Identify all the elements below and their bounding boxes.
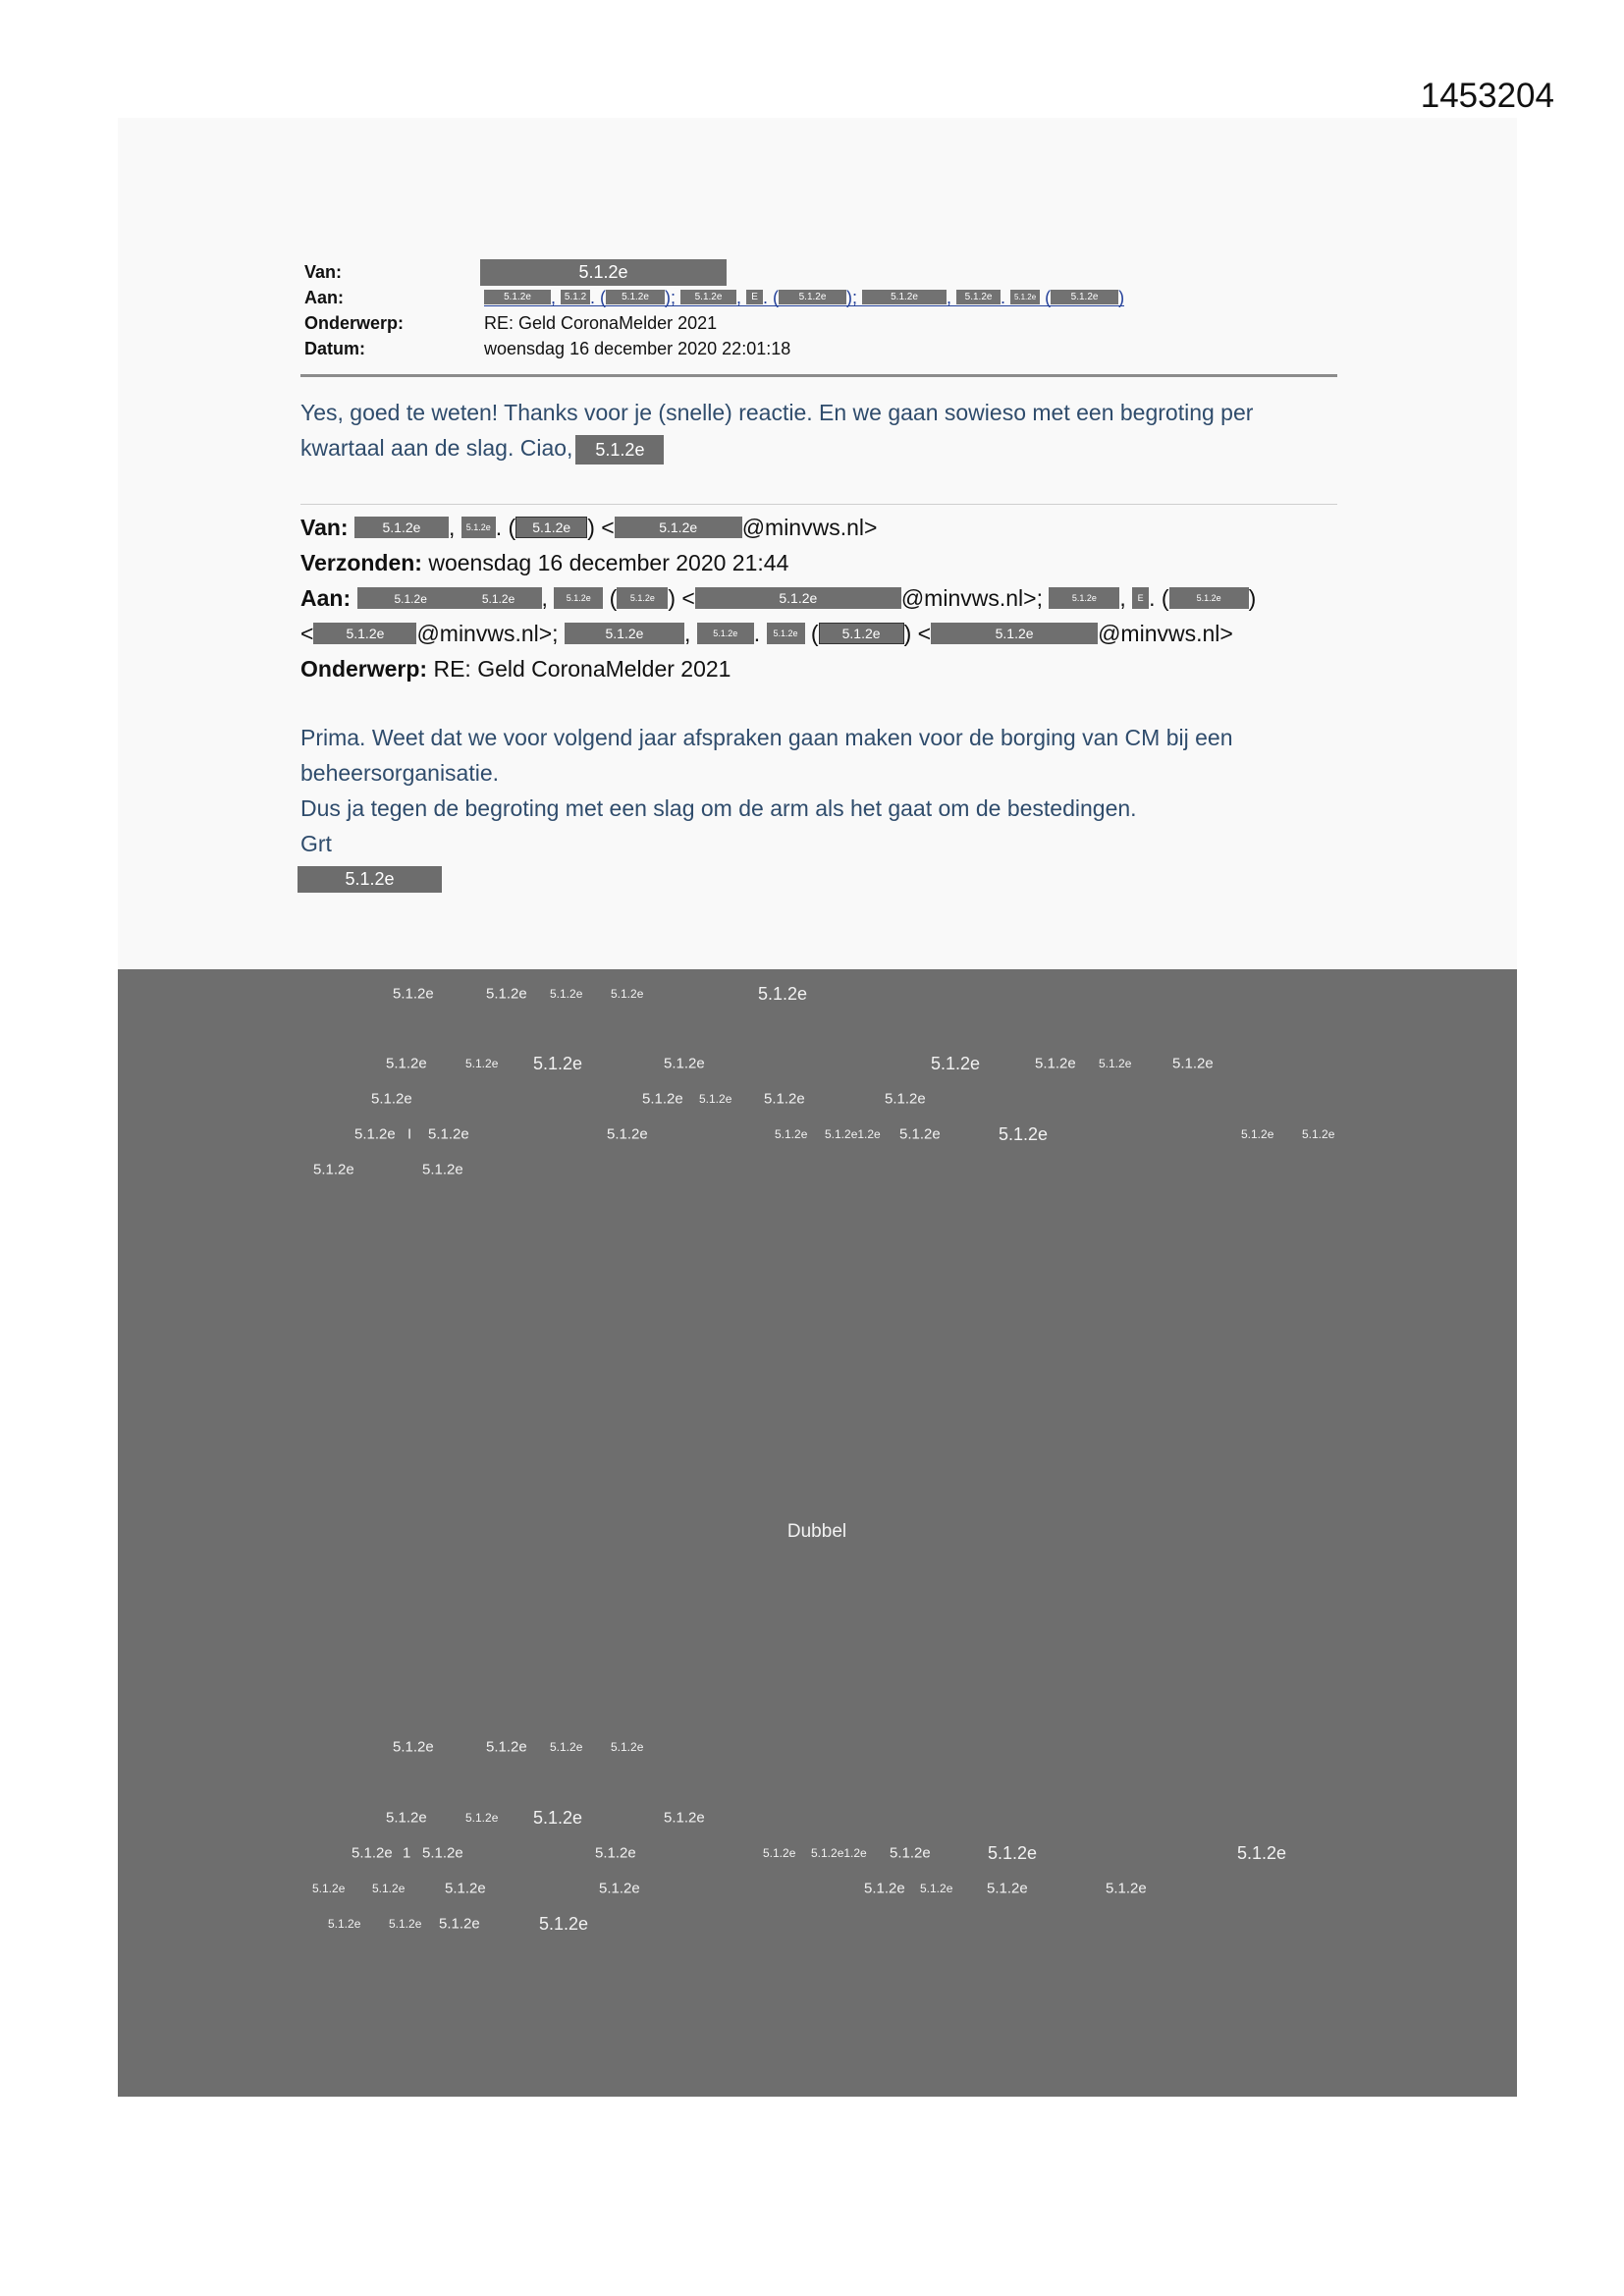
header-divider bbox=[300, 374, 1337, 377]
separator-text: . ( bbox=[1149, 585, 1169, 611]
separator-text: ( bbox=[1040, 287, 1052, 307]
redaction-box bbox=[357, 587, 542, 609]
to-row bbox=[300, 580, 1256, 616]
redaction-code: 5.1.2e bbox=[642, 1090, 683, 1108]
redaction-code: 5.1.2e bbox=[550, 1740, 583, 1754]
redaction-box: 5.1.2e bbox=[298, 866, 442, 893]
redaction-code: 5.1.2e bbox=[920, 1882, 953, 1895]
redaction-box: 5.1.2e bbox=[480, 259, 727, 286]
redaction-code: 5.1.2e bbox=[539, 1914, 589, 1934]
redaction-code: 5.1.2e bbox=[1106, 1880, 1147, 1897]
document-page-number: 1453204 bbox=[1420, 77, 1554, 115]
sent-row bbox=[300, 545, 1256, 580]
redaction-box: 5.1.2e bbox=[575, 435, 664, 465]
separator-text: ) < bbox=[903, 621, 932, 646]
redaction-box: 5.1.2e bbox=[461, 517, 496, 538]
sent-label: Verzonden: bbox=[300, 550, 422, 575]
redaction-code: 5.1.2e bbox=[1302, 1127, 1335, 1141]
redaction-code: 5.1.2e bbox=[890, 1844, 931, 1862]
redaction-code: 5.1.2e bbox=[372, 1882, 406, 1895]
subject-label: Onderwerp: bbox=[304, 313, 405, 333]
redaction-code: 5.1.2e bbox=[533, 1808, 583, 1828]
separator-text: ); bbox=[665, 287, 681, 307]
separator-text: . ( bbox=[590, 287, 607, 307]
reply-divider bbox=[300, 504, 1337, 505]
to-row bbox=[304, 285, 1345, 310]
redaction-code: 5.1.2e bbox=[1237, 1843, 1287, 1863]
redaction-code: 5.1.2e bbox=[607, 1125, 648, 1143]
redaction-code: 5.1.2e1.2e bbox=[811, 1846, 867, 1860]
redaction-box: 5.1.2e bbox=[617, 587, 668, 609]
separator-text: < bbox=[300, 621, 314, 646]
separator-text: , bbox=[683, 621, 697, 646]
separator-text: . ( bbox=[495, 515, 516, 540]
redaction-code: 5.1.2e bbox=[481, 592, 515, 606]
redaction-code: 5.1.2e bbox=[465, 1811, 499, 1825]
redaction-box: E bbox=[1132, 587, 1149, 609]
redaction-box: 5.1.2 bbox=[561, 290, 590, 304]
email-2-body bbox=[300, 720, 1233, 861]
email-domain-text: @minvws.nl>; bbox=[900, 585, 1050, 611]
redaction-code: 5.1.2e bbox=[422, 1844, 463, 1862]
redaction-code: 5.1.2e bbox=[1099, 1057, 1132, 1070]
body-line: Prima. Weet dat we voor volgend jaar afspraken gaan maken voor de borging van CM bij een bbox=[300, 725, 1233, 750]
redaction-code: 5.1.2e bbox=[533, 1054, 583, 1073]
body-line-with-signature bbox=[300, 430, 1253, 465]
body-line: Grt bbox=[300, 831, 332, 856]
to-label: Aan: bbox=[304, 288, 344, 307]
redaction-box: 5.1.2e bbox=[931, 623, 1098, 644]
redaction-code: 5.1.2e bbox=[393, 985, 434, 1003]
redaction-code: 5.1.2e bbox=[393, 1738, 434, 1756]
separator-text: , bbox=[947, 287, 957, 307]
redaction-box: 5.1.2e bbox=[1010, 290, 1040, 304]
redaction-code: 5.1.2e bbox=[864, 1880, 905, 1897]
duplicate-redaction-panel bbox=[118, 969, 1517, 2097]
redaction-code: 5.1.2e bbox=[595, 1844, 636, 1862]
redaction-box: 5.1.2e bbox=[697, 623, 754, 644]
redaction-code: 5.1.2e bbox=[885, 1090, 926, 1108]
from-row bbox=[300, 510, 1256, 545]
separator-text: ) bbox=[1248, 585, 1257, 611]
redaction-box: 5.1.2e bbox=[515, 517, 587, 538]
redaction-code: 5.1.2e bbox=[699, 1092, 732, 1106]
redaction-code: 5.1.2e bbox=[439, 1915, 480, 1933]
to-label: Aan: bbox=[300, 585, 357, 611]
redaction-fragment: 1 bbox=[403, 1844, 411, 1862]
separator-text: ); bbox=[846, 287, 863, 307]
redaction-box: 5.1.2e bbox=[767, 623, 805, 644]
date-row bbox=[304, 336, 1345, 361]
separator-text: ( bbox=[603, 585, 618, 611]
separator-text: , bbox=[551, 287, 562, 307]
body-line: Dus ja tegen de begroting met een slag om de arm als het gaat om de bestedingen. bbox=[300, 795, 1137, 821]
redaction-box: 5.1.2e bbox=[862, 290, 947, 304]
redaction-code: 5.1.2e bbox=[428, 1125, 469, 1143]
redaction-code: 5.1.2e bbox=[486, 1738, 527, 1756]
redaction-code: 5.1.2e bbox=[386, 1809, 427, 1827]
redaction-code: 5.1.2e bbox=[611, 987, 644, 1001]
redaction-code: 5.1.2e bbox=[354, 1125, 396, 1143]
redaction-code: 5.1.2e bbox=[486, 985, 527, 1003]
redaction-code: 5.1.2e bbox=[550, 987, 583, 1001]
separator-text: , bbox=[1119, 585, 1133, 611]
subject-value: RE: Geld CoronaMelder 2021 bbox=[484, 313, 718, 333]
redaction-box: 5.1.2e bbox=[1169, 587, 1249, 609]
redaction-box: 5.1.2e bbox=[956, 290, 1001, 304]
redaction-code: 5.1.2e bbox=[465, 1057, 499, 1070]
redaction-box: 5.1.2e bbox=[819, 623, 904, 644]
redaction-code: 5.1.2e bbox=[758, 984, 808, 1004]
subject-value: RE: Geld CoronaMelder 2021 bbox=[427, 656, 731, 682]
redaction-code: 5.1.2e bbox=[987, 1880, 1028, 1897]
body-line: Yes, goed te weten! Thanks voor je (snelle) reactie. En we gaan sowieso met een begroting per bbox=[300, 400, 1254, 425]
email-domain-text: @minvws.nl> bbox=[1098, 621, 1233, 646]
separator-text: ) < bbox=[587, 515, 615, 540]
subject-label: Onderwerp: bbox=[300, 656, 428, 682]
redaction-code: 5.1.2e bbox=[999, 1124, 1049, 1144]
redaction-code: 5.1.2e1.2e bbox=[825, 1127, 881, 1141]
redaction-code: 5.1.2e bbox=[764, 1090, 805, 1108]
redaction-code: 5.1.2e bbox=[899, 1125, 941, 1143]
sent-value: woensdag 16 december 2020 21:44 bbox=[421, 550, 789, 575]
redaction-code: 5.1.2e bbox=[988, 1843, 1038, 1863]
redaction-code: 5.1.2e bbox=[352, 1844, 393, 1862]
redaction-box: 5.1.2e bbox=[1051, 290, 1118, 304]
redaction-code: 5.1.2e bbox=[931, 1054, 981, 1073]
to-row-continued bbox=[300, 616, 1256, 651]
redaction-code: 5.1.2e bbox=[1035, 1055, 1076, 1072]
separator-text: , bbox=[541, 585, 555, 611]
email-domain-text: @minvws.nl>; bbox=[416, 621, 565, 646]
separator-text: ) bbox=[1118, 287, 1125, 307]
redaction-code: 5.1.2e bbox=[386, 1055, 427, 1072]
redaction-box: 5.1.2e bbox=[695, 587, 901, 609]
redaction-box: 5.1.2e bbox=[1049, 587, 1119, 609]
from-row bbox=[304, 259, 1345, 285]
redaction-code: 5.1.2e bbox=[394, 592, 427, 606]
redaction-fragment: I bbox=[407, 1125, 412, 1143]
subject-row bbox=[304, 310, 1345, 336]
redaction-code: 5.1.2e bbox=[599, 1880, 640, 1897]
redaction-box: E bbox=[746, 290, 763, 304]
redaction-code: 5.1.2e bbox=[1241, 1127, 1274, 1141]
email-1-header bbox=[304, 259, 1345, 361]
to-recipients bbox=[484, 289, 1124, 306]
body-line: beheersorganisatie. bbox=[300, 760, 500, 786]
redaction-code: 5.1.2e bbox=[328, 1917, 361, 1931]
redaction-box: 5.1.2e bbox=[615, 517, 742, 538]
email-1-body bbox=[300, 395, 1253, 465]
redaction-box: 5.1.2e bbox=[313, 623, 416, 644]
separator-text: ( bbox=[804, 621, 819, 646]
duplicate-label: Dubbel bbox=[786, 1521, 847, 1542]
redaction-code: 5.1.2e bbox=[312, 1882, 346, 1895]
body-line: kwartaal aan de slag. Ciao, bbox=[300, 435, 573, 461]
redaction-code: 5.1.2e bbox=[1172, 1055, 1214, 1072]
redaction-code: 5.1.2e bbox=[445, 1880, 486, 1897]
separator-text: . bbox=[753, 621, 767, 646]
email-2-header bbox=[300, 510, 1256, 686]
from-label: Van: bbox=[304, 262, 343, 282]
redaction-code: 5.1.2e bbox=[422, 1161, 463, 1178]
redaction-code: 5.1.2e bbox=[389, 1917, 422, 1931]
redaction-box: 5.1.2e bbox=[554, 587, 603, 609]
redaction-code: 5.1.2e bbox=[775, 1127, 808, 1141]
date-label: Datum: bbox=[304, 339, 365, 358]
redaction-box: 5.1.2e bbox=[606, 290, 665, 304]
redaction-box: 5.1.2e bbox=[484, 290, 551, 304]
subject-row bbox=[300, 651, 1256, 686]
separator-text: . ( bbox=[763, 287, 780, 307]
from-label: Van: bbox=[300, 515, 354, 540]
separator-text: . bbox=[1001, 287, 1011, 307]
redaction-code: 5.1.2e bbox=[763, 1846, 796, 1860]
redaction-code: 5.1.2e bbox=[664, 1809, 705, 1827]
redaction-box: 5.1.2e bbox=[565, 623, 684, 644]
redaction-code: 5.1.2e bbox=[313, 1161, 354, 1178]
separator-text: , bbox=[448, 515, 461, 540]
separator-text: ) < bbox=[668, 585, 695, 611]
redaction-code: 5.1.2e bbox=[371, 1090, 412, 1108]
redaction-box: 5.1.2e bbox=[779, 290, 846, 304]
redaction-box: 5.1.2e bbox=[354, 517, 449, 538]
email-domain-text: @minvws.nl> bbox=[741, 515, 878, 540]
redaction-box: 5.1.2e bbox=[680, 290, 736, 304]
redaction-code: 5.1.2e bbox=[664, 1055, 705, 1072]
date-value: woensdag 16 december 2020 22:01:18 bbox=[484, 339, 791, 358]
redaction-code: 5.1.2e bbox=[611, 1740, 644, 1754]
separator-text: , bbox=[736, 287, 747, 307]
